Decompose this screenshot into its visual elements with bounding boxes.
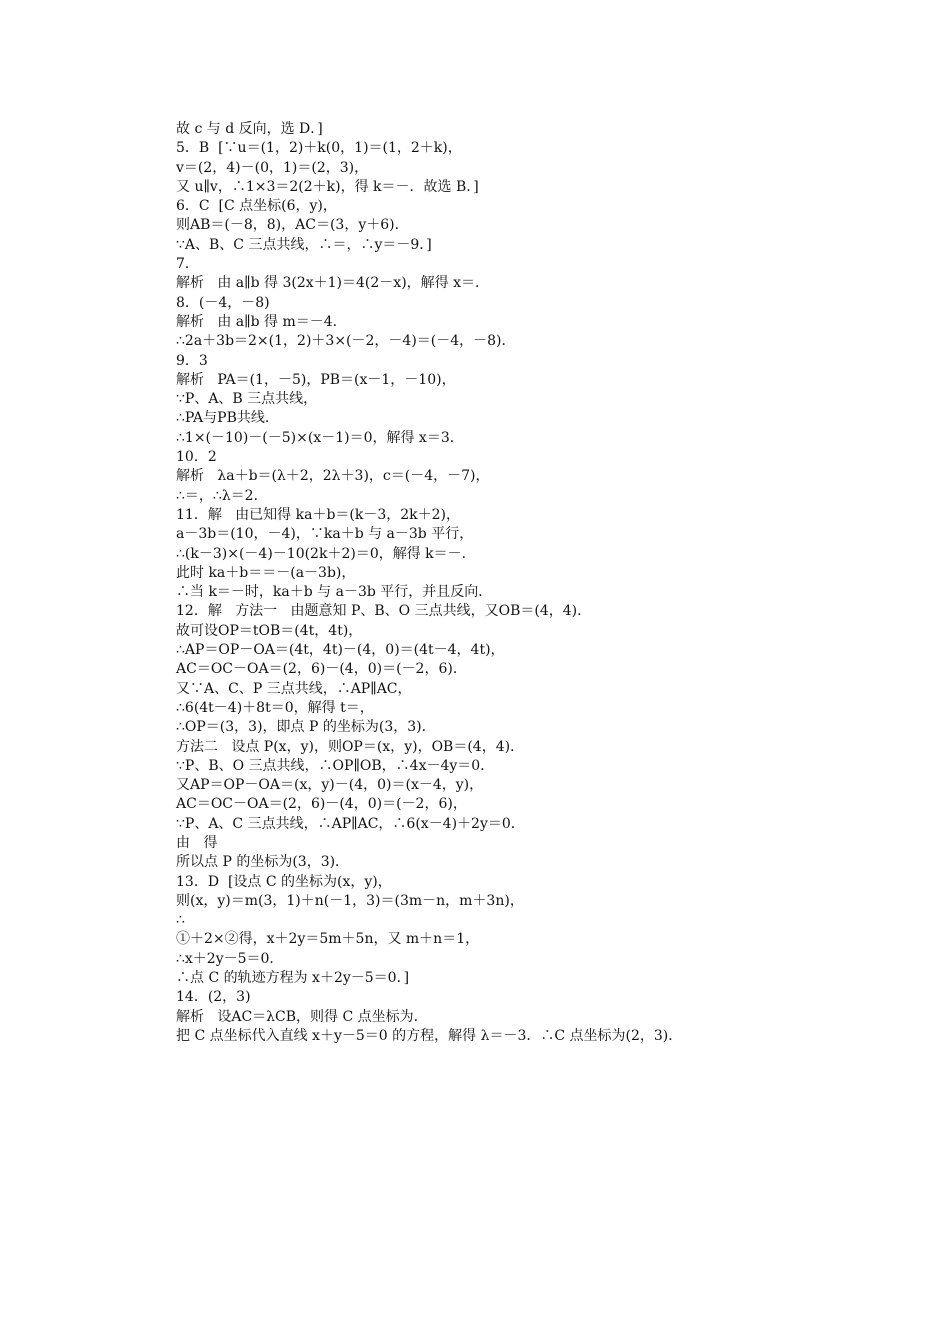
text-line: 解析 由 a∥b 得 m＝－4．	[176, 313, 347, 330]
text-line: 10．2	[176, 449, 217, 466]
text-line: 把 C 点坐标代入直线 x＋y－5＝0 的方程，解得 λ＝－3．∴C 点坐标为(2，3)．	[176, 1027, 683, 1044]
text-line: 又AP＝OP－OA＝(x，y)－(4，0)＝(x－4，y)，	[176, 777, 484, 794]
text-line: 5．B [∵u＝(1，2)＋k(0，1)＝(1，2＋k)，	[176, 140, 462, 157]
text-line: 又∵A、C、P 三点共线，∴AP∥AC，	[176, 680, 412, 697]
text-line: ∴OP＝(3，3)，即点 P 的坐标为(3，3)．	[176, 719, 436, 736]
text-line: ∴PA与PB共线．	[176, 410, 279, 427]
text-line: a－3b＝(10，－4)，∵ka＋b 与 a－3b 平行，	[176, 526, 474, 543]
text-line: 解析 设AC＝λCB，则得 C 点坐标为．	[176, 1008, 428, 1025]
text-line: ∴6(4t－4)＋8t＝0，解得 t＝，	[176, 699, 374, 716]
text-line: 方法二 设点 P(x，y)，则OP＝(x，y)，OB＝(4，4)．	[176, 738, 525, 755]
text-line: ∴当 k＝－时，ka＋b 与 a－3b 平行，并且反向．	[176, 584, 493, 601]
text-line: AC＝OC－OA＝(2，6)－(4，0)＝(－2，6)，	[176, 796, 467, 813]
text-line: 解析 λa＋b＝(λ＋2，2λ＋3)，c＝(－4，－7)，	[176, 468, 490, 485]
text-line: 6．C [C 点坐标(6，y)，	[176, 198, 337, 215]
text-line: ∴x＋2y－5＝0．	[176, 950, 284, 967]
text-line: 又 u∥v，∴1×3＝2(2＋k)，得 k＝－．故选 B．]	[176, 178, 479, 195]
text-line: 7．	[176, 256, 199, 273]
text-line: 故 c 与 d 反向，选 D．]	[176, 121, 323, 137]
text-line: 8．(－4，－8)	[176, 294, 270, 311]
text-line: ∵P、A、B 三点共线，	[176, 391, 318, 408]
text-line: 故可设OP＝tOB＝(4t，4t)，	[176, 622, 363, 639]
text-line: ∴(k－3)×(－4)－10(2k＋2)＝0，解得 k＝－．	[176, 545, 476, 562]
text-line: 解析 PA＝(1，－5)，PB＝(x－1，－10)，	[176, 371, 456, 388]
text-line: ∵P、A、C 三点共线，∴AP∥AC，∴6(x－4)＋2y＝0．	[176, 815, 525, 832]
text-line: 所以点 P 的坐标为(3，3)．	[176, 854, 350, 871]
text-line: 13．D [设点 C 的坐标为(x，y)，	[176, 873, 392, 890]
text-line: 此时 ka＋b＝＝－(a－3b)，	[176, 564, 356, 581]
text-line: 解析 由 a∥b 得 3(2x＋1)＝4(2－x)，解得 x＝．	[176, 275, 489, 292]
text-line: 9．3	[176, 352, 208, 369]
text-line: ∵A、B、C 三点共线，∴＝，∴y＝－9．]	[176, 236, 432, 253]
text-line: ∴2a＋3b＝2×(1，2)＋3×(－2，－4)＝(－4，－8)．	[176, 333, 516, 350]
text-line: ∵P、B、O 三点共线，∴OP∥OB，∴4x－4y＝0．	[176, 757, 495, 774]
text-line: ∴＝，∴λ＝2．	[176, 487, 268, 504]
text-line: ∴1×(－10)－(－5)×(x－1)＝0，解得 x＝3．	[176, 429, 464, 446]
text-line: 12．解 方法一 由题意知 P、B、O 三点共线，又OB＝(4，4)．	[176, 603, 592, 620]
text-line: 则(x，y)＝m(3，1)＋n(－1，3)＝(3m－n，m＋3n)，	[176, 892, 524, 909]
text-line: 14．(2，3)	[176, 989, 251, 1006]
text-line: ∴点 C 的轨迹方程为 x＋2y－5＝0．]	[176, 970, 410, 987]
solution-text	[176, 120, 816, 1046]
text-line: v＝(2，4)－(0，1)＝(2，3)，	[176, 159, 369, 176]
text-line: AC＝OC－OA＝(2，6)－(4，0)＝(－2，6)．	[176, 661, 467, 678]
text-line: ∴AP＝OP－OA＝(4t，4t)－(4，0)＝(4t－4，4t)，	[176, 642, 505, 659]
text-line: 则AB＝(－8，8)，AC＝(3，y＋6)．	[176, 217, 409, 234]
text-line: 由 得	[176, 834, 218, 851]
text-line: ∴	[176, 912, 185, 929]
text-line: 11．解 由已知得 ka＋b＝(k－3，2k＋2)，	[176, 506, 461, 523]
text-line: ①＋2×②得，x＋2y＝5m＋5n，又 m＋n＝1，	[176, 931, 480, 948]
